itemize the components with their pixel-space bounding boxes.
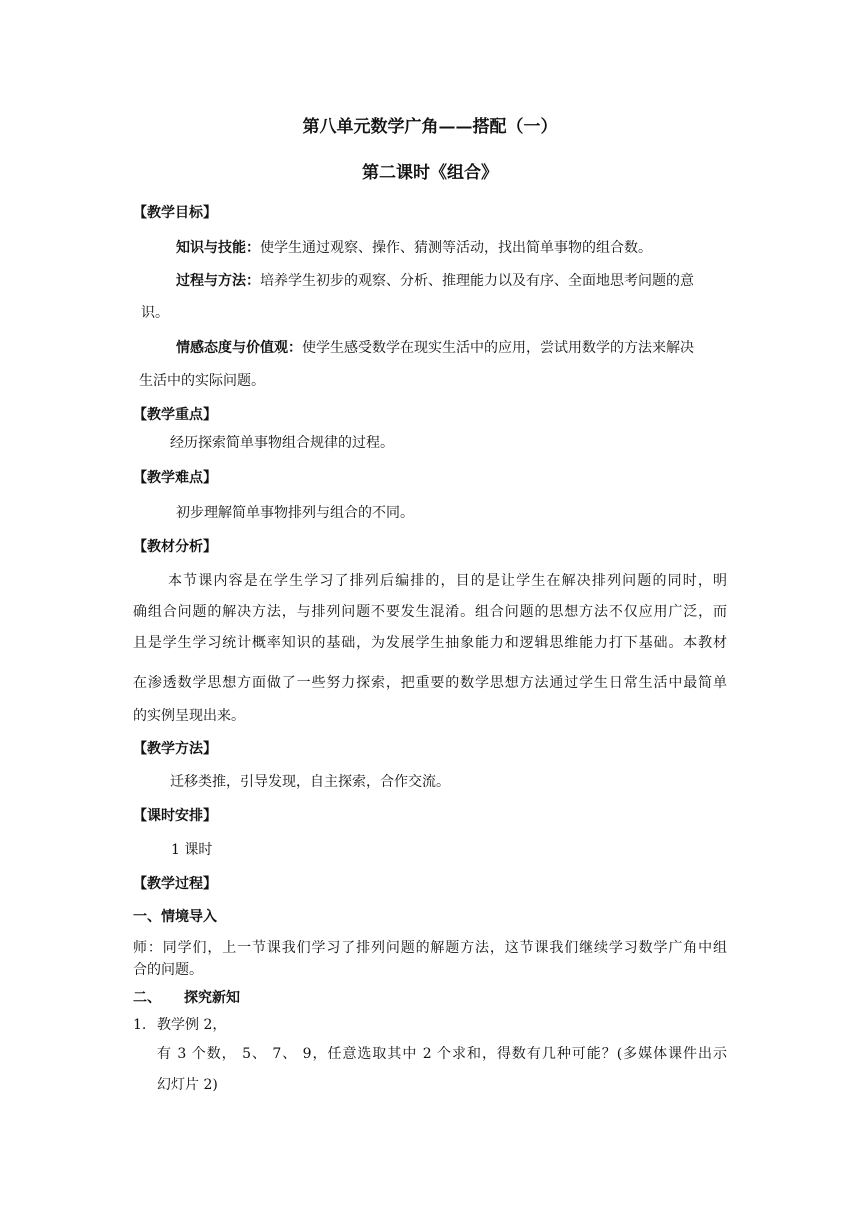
goal-knowledge (176, 238, 652, 258)
goal-process-cont: 识。 (141, 305, 169, 321)
goal-emotion-text: 使学生感受数学在现实生活中的应用，尝试用数学的方法来解决 (302, 340, 694, 356)
goal-knowledge-label: 知识与技能： (176, 240, 260, 256)
section-intro-text-cont: 合的问题。 (133, 962, 203, 978)
goal-process (176, 271, 694, 291)
document-title: 第八单元数学广角——搭配（一） (302, 117, 558, 137)
example-problem-cont: 幻灯片 2) (157, 1077, 218, 1093)
section-intro-text: 师：同学们，上一节课我们学习了排列问题的解题方法，这节课我们继续学习数学广角中组 (133, 940, 727, 956)
goal-emotion-label: 情感态度与价值观： (176, 340, 302, 356)
difficulty-text: 初步理解简单事物排列与组合的不同。 (176, 505, 414, 521)
schedule-heading: 【课时安排】 (133, 808, 217, 824)
example-number: 1. (133, 1017, 147, 1033)
goal-process-text: 培养学生初步的观察、分析、推理能力以及有序、全面地思考问题的意 (260, 273, 694, 289)
section-explore-heading: 探究新知 (184, 990, 240, 1006)
process-heading: 【教学过程】 (133, 876, 217, 892)
example-problem: 有 3 个数， 5、 7、 9，任意选取其中 2 个求和，得数有几种可能？(多媒体课件出示 (157, 1046, 727, 1062)
example-title: 教学例 2， (157, 1017, 227, 1033)
method-heading: 【教学方法】 (133, 741, 217, 757)
goals-heading: 【教学目标】 (133, 205, 217, 221)
goal-knowledge-text: 使学生通过观察、操作、猜测等活动，找出简单事物的组合数。 (260, 240, 652, 256)
lesson-subtitle: 第二课时《组合》 (362, 163, 498, 183)
difficulty-heading: 【教学难点】 (133, 470, 217, 486)
goal-emotion (176, 338, 694, 358)
section-intro-heading: 一、情境导入 (133, 909, 217, 925)
method-text: 迁移类推，引导发现，自主探索，合作交流。 (170, 774, 450, 790)
analysis-line: 的实例呈现出来。 (133, 708, 245, 724)
goal-emotion-cont: 生活中的实际问题。 (139, 373, 265, 389)
section-explore-number: 二、 (133, 990, 161, 1006)
key-text: 经历探索简单事物组合规律的过程。 (170, 435, 394, 451)
analysis-line: 确组合问题的解决方法，与排列问题不要发生混淆。组合问题的思想方法不仅应用广泛，而 (133, 604, 727, 620)
goal-process-label: 过程与方法： (176, 273, 260, 289)
analysis-line: 在渗透数学思想方面做了一些努力探索，把重要的数学思想方法通过学生日常生活中最简单 (133, 675, 727, 691)
analysis-heading: 【教材分析】 (133, 539, 217, 555)
analysis-line: 本节课内容是在学生学习了排列后编排的，目的是让学生在解决排列问题的同时，明 (168, 573, 727, 589)
key-heading: 【教学重点】 (133, 407, 217, 423)
analysis-line: 且是学生学习统计概率知识的基础，为发展学生抽象能力和逻辑思维能力打下基础。本教材 (133, 635, 727, 651)
schedule-text: 1 课时 (171, 842, 213, 858)
